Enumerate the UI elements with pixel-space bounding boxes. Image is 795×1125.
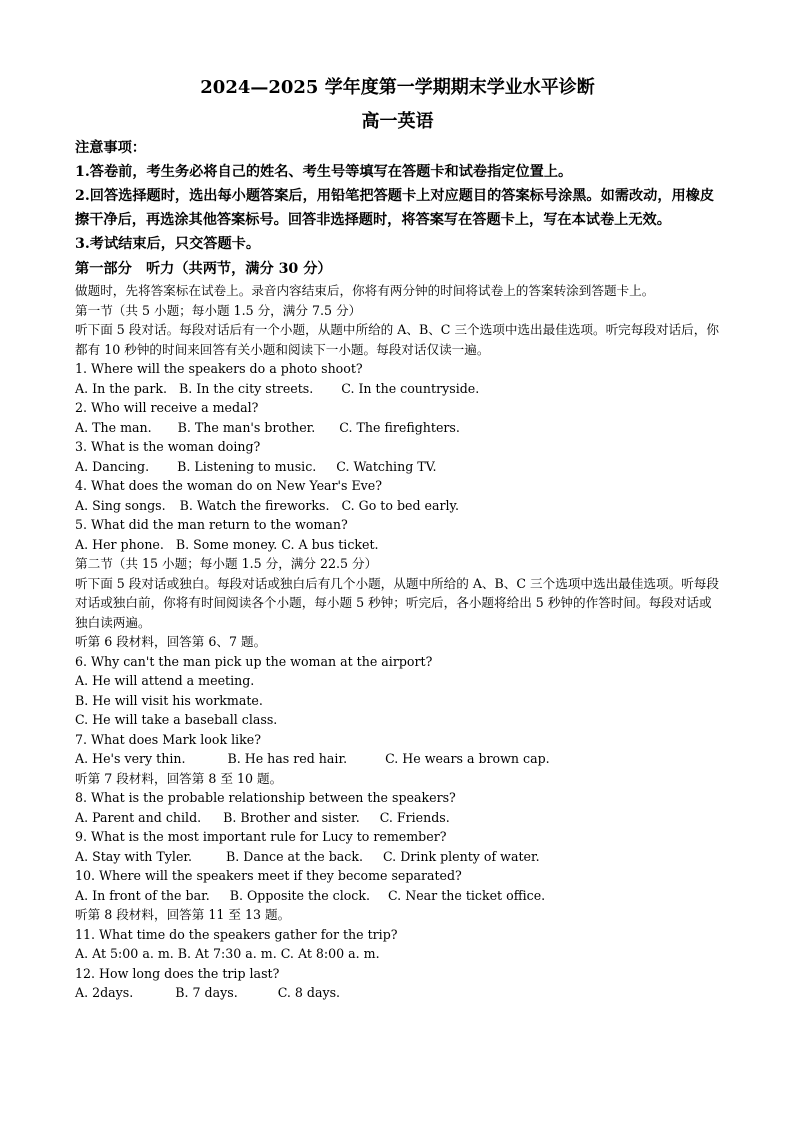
- q9-option-c: C. Drink plenty of water.: [383, 848, 540, 864]
- question-11-stem: 11. What time do the speakers gather for the trip?: [75, 926, 398, 942]
- notice-item-2: 2.回答选择题时，选出每小题答案后，用铅笔把答题卡上对应题目的答案标号涂黑。如需改动，用橡皮擦干净后，再选涂其他答案标号。回答非选择题时，将答案写在答题卡上，写在本试卷上无效。: [75, 188, 715, 228]
- question-5-options: [75, 535, 721, 555]
- section1-heading: 第一节（共 5 小题；每小题 1.5 分，满分 7.5 分）: [75, 302, 362, 318]
- question-8-stem: 8. What is the probable relationship between the speakers?: [75, 790, 456, 805]
- question-3-stem: 3. What is the woman doing?: [75, 439, 261, 454]
- q1-option-c: C. In the countryside.: [341, 380, 480, 396]
- section1-instructions: 听下面 5 段对话。每段对话后有一个小题，从题中所给的 A、B、C 三个选项中选出最佳选项。听完每段对话后，你都有 10 秒钟的时间来回答有关小题和阅读下一小题。每段对话仅读一遍。: [75, 322, 719, 357]
- question-7-options: [75, 749, 721, 769]
- q12-option-a: A. 2days.: [75, 985, 134, 1000]
- q2-option-b: B. The man's brother.: [177, 419, 316, 435]
- question-1-stem: 1. Where will the speakers do a photo shoot?: [75, 361, 363, 376]
- question-8-options: [75, 808, 721, 828]
- q9-option-a: A. Stay with Tyler.: [75, 848, 193, 864]
- question-4-stem: 4. What does the woman do on New Year's Eve?: [75, 478, 383, 493]
- q8-option-b: B. Brother and sister.: [223, 809, 360, 825]
- question-3-options: [75, 457, 721, 477]
- notice-item-1: 1.答卷前，考生务必将自己的姓名、考生号等填写在答题卡和试卷指定位置上。: [75, 164, 573, 180]
- question-4-options: [75, 496, 721, 516]
- material-7-instruction: 听第 7 段材料，回答第 8 至 10 题。: [75, 770, 283, 786]
- exam-title: 2024—2025 学年度第一学期期末学业水平诊断: [200, 77, 595, 98]
- q2-option-c: C. The firefighters.: [339, 419, 460, 435]
- question-7-stem: 7. What does Mark look like?: [75, 731, 261, 747]
- q5-option-a: A. Her phone.: [75, 536, 164, 552]
- q3-option-b: B. Listening to music.: [177, 458, 317, 474]
- notice-heading: 注意事项：: [75, 140, 146, 156]
- q7-option-a: A. He's very thin.: [75, 751, 186, 766]
- question-11-options: [75, 944, 721, 964]
- question-5-stem: 5. What did the man return to the woman?: [75, 517, 348, 532]
- q12-option-c: C. 8 days.: [277, 985, 341, 1000]
- question-12-options: [75, 983, 721, 1003]
- q11-option-c: C. At 8:00 a. m.: [280, 946, 380, 961]
- section2-heading: 第二节（共 15 小题；每小题 1.5 分，满分 22.5 分）: [75, 556, 378, 571]
- q10-option-b: B. Opposite the clock.: [229, 887, 370, 903]
- subject-title: 高一英语: [361, 111, 434, 132]
- question-2-stem: 2. Who will receive a medal?: [75, 400, 259, 415]
- q10-option-c: C. Near the ticket office.: [388, 887, 546, 903]
- q3-option-a: A. Dancing.: [75, 458, 150, 474]
- part1-heading: 第一部分 听力（共两节，满分 30 分）: [75, 261, 332, 277]
- question-9-options: [75, 847, 721, 867]
- question-12-stem: 12. How long does the trip last?: [75, 965, 280, 981]
- notice-item-3: 3.考试结束后，只交答题卡。: [75, 236, 261, 252]
- q8-option-c: C. Friends.: [379, 809, 450, 825]
- q4-option-c: C. Go to bed early.: [341, 497, 459, 513]
- q4-option-b: B. Watch the fireworks.: [179, 497, 330, 513]
- q7-option-b: B. He has red hair.: [227, 751, 348, 766]
- question-2-options: [75, 418, 721, 438]
- q7-option-c: C. He wears a brown cap.: [385, 751, 550, 766]
- part1-intro: 做题时，先将答案标在试卷上。录音内容结束后，你将有两分钟的时间将试卷上的答案转涂到答题卡上。: [75, 283, 655, 298]
- question-10-options: [75, 886, 721, 906]
- section2-instructions: 听下面 5 段对话或独白。每段对话或独白后有几个小题，从题中所给的 A、B、C 三个选项中选出最佳选项。听每段对话或独白前，你将有时间阅读各个小题，每小题 5 秒钟；听完后，各小题将给出 5 秒钟的作答时间。每段对话或独白读两遍。: [75, 575, 719, 630]
- q9-option-b: B. Dance at the back.: [226, 848, 363, 864]
- q5-option-c: C. A bus ticket.: [281, 536, 379, 552]
- q11-option-b: B. At 7:30 a. m.: [177, 946, 277, 961]
- q6-option-b: B. He will visit his workmate.: [75, 692, 263, 708]
- q5-option-b: B. Some money.: [175, 536, 278, 552]
- question-9-stem: 9. What is the most important rule for Lucy to remember?: [75, 829, 447, 844]
- question-10-stem: 10. Where will the speakers meet if they become separated?: [75, 868, 462, 883]
- q1-option-b: B. In the city streets.: [179, 380, 314, 396]
- q4-option-a: A. Sing songs.: [75, 497, 166, 513]
- material-8-instruction: 听第 8 段材料，回答第 11 至 13 题。: [75, 907, 291, 922]
- question-6-stem: 6. Why can't the man pick up the woman at the airport?: [75, 653, 433, 669]
- q2-option-a: A. The man.: [75, 419, 152, 435]
- material-6-instruction: 听第 6 段材料，回答第 6、7 题。: [75, 634, 267, 649]
- q8-option-a: A. Parent and child.: [75, 809, 202, 825]
- q12-option-b: B. 7 days.: [175, 985, 238, 1000]
- q1-option-a: A. In the park.: [75, 380, 168, 396]
- q11-option-a: A. At 5:00 a. m.: [75, 946, 174, 961]
- q10-option-a: A. In front of the bar.: [75, 887, 210, 903]
- q6-option-a: A. He will attend a meeting.: [75, 673, 255, 688]
- exam-content: [75, 136, 721, 1003]
- q3-option-c: C. Watching TV.: [336, 458, 437, 474]
- q6-option-c: C. He will take a baseball class.: [75, 712, 278, 727]
- question-1-options: [75, 379, 721, 399]
